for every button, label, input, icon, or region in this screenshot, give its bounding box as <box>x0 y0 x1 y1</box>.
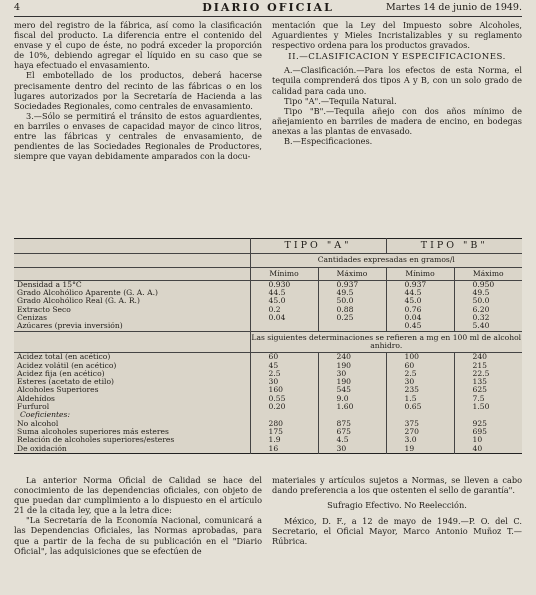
tipo-a-max: 545 <box>318 386 386 394</box>
tipo-a-min: 280 <box>250 420 318 428</box>
row-label: Densidad a 15°C <box>14 280 250 289</box>
tipo-a-max: 0.25 <box>318 314 386 322</box>
tipo-b-max: 6.20 <box>454 306 522 314</box>
tipo-a-min: 0.930 <box>250 280 318 289</box>
tipo-a-max: 675 <box>318 428 386 436</box>
row-label: Suma alcoholes superiores más esteres <box>17 426 169 436</box>
table-row <box>14 386 522 394</box>
paragraph: 3.—Sólo se permitirá el tránsito de estos aguardientes, en barriles o envases de capacidad mayor de cinco litros, entre las fábricas y centrales de envasamiento, de pendientes de las Sociedades Regionales de Productores, siempre que vayan debidamente amparados con la docu- <box>14 110 262 162</box>
table-row <box>14 403 522 411</box>
tipo-b-max: 0.32 <box>454 314 522 322</box>
tipo-b-min: 235 <box>386 386 454 394</box>
tipo-a-min: 0.55 <box>250 395 318 403</box>
table-spacer <box>250 411 318 419</box>
specifications-table <box>14 238 522 454</box>
table-row <box>14 297 522 305</box>
tipo-b-min: 44.5 <box>386 289 454 297</box>
tipo-b-min: 1.5 <box>386 395 454 403</box>
tipo-b-min: 3.0 <box>386 436 454 444</box>
right-column-top <box>272 20 522 146</box>
row-label: Esteres (acetato de etilo) <box>17 377 114 387</box>
table-section-2 <box>14 353 522 412</box>
row-label: Alcoholes Superiores <box>17 385 99 395</box>
tipo-a-max: 9.0 <box>318 395 386 403</box>
tipo-b-max: 49.5 <box>454 289 522 297</box>
tipo-b-min: 45.0 <box>386 297 454 305</box>
table-row <box>14 306 522 314</box>
newspaper-title: DIARIO OFICIAL <box>202 1 334 14</box>
row-label: De oxidación <box>17 443 67 453</box>
paragraph: materiales y artículos sujetos a Normas, se lleven a cabo dando preferencia a los que ostenten el sello de garantía". <box>272 475 522 496</box>
col-min-b: Mínimo <box>386 267 454 280</box>
page-number: 4 <box>14 2 21 13</box>
tipo-a-min: 160 <box>250 386 318 394</box>
tipo-a-min: 175 <box>250 428 318 436</box>
row-label: Grado Alcohólico Real (G. A. R.) <box>17 296 140 306</box>
table-section-3 <box>14 420 522 454</box>
col-min-a: Mínimo <box>250 267 318 280</box>
table-row <box>14 395 522 403</box>
tipo-b-min: 0.76 <box>386 306 454 314</box>
tipo-a-max: 49.5 <box>318 289 386 297</box>
tipo-a-min: 16 <box>250 445 318 454</box>
units-caption-2: Las siguientes determinaciones se refieren a mg en 100 ml de alcohol anhidro. <box>250 331 522 353</box>
tipo-a-max: 30 <box>318 370 386 378</box>
tipo-b-max: 625 <box>454 386 522 394</box>
tipo-a-max: 190 <box>318 378 386 386</box>
paragraph: B.—Especificaciones. <box>284 136 373 147</box>
tipo-a-max: 1.60 <box>318 403 386 411</box>
tipo-a-min: 2.5 <box>250 370 318 378</box>
tipo-b-max: 925 <box>454 420 522 428</box>
tipo-b-max: 695 <box>454 428 522 436</box>
tipo-b-min: 0.45 <box>386 322 454 331</box>
col-max-b: Máximo <box>454 267 522 280</box>
right-column-bottom <box>272 475 522 547</box>
table-spacer <box>454 411 522 419</box>
paragraph: El embotellado de los productos, deberá hacerse precisamente dentro del recinto de las fábricas o en los lugares autorizados por la Secretaría de Hacienda a las Sociedades Regionales, como centrales de envasamiento. <box>14 70 262 111</box>
tipo-a-max: 0.937 <box>318 280 386 289</box>
paragraph: La anterior Norma Oficial de Calidad se hace del conocimiento de las dependencias oficiales, con objeto de que puedan dar cumplimiento a lo dispuesto en el artículo 21 de la citada ley, que a la letra dice: <box>14 475 262 516</box>
paragraph: mentación que la Ley del Impuesto sobre Alcoholes, Aguardientes y Mieles Incristalizables y su reglamento respectivo ordena para los productos gravados. <box>272 20 522 51</box>
tipo-b-max: 50.0 <box>454 297 522 305</box>
row-label: Furfurol <box>17 402 50 412</box>
tipo-b-max: 10 <box>454 436 522 444</box>
units-caption: Cantidades expresadas en gramos/l <box>250 254 522 267</box>
row-label: Acidez total (en acético) <box>14 353 250 362</box>
tipo-a-header: TIPO "A" <box>250 239 386 254</box>
tipo-a-min: 45 <box>250 362 318 370</box>
tipo-a-min <box>250 322 318 331</box>
tipo-a-max: 30 <box>318 445 386 454</box>
table-spacer <box>14 267 250 280</box>
tipo-b-max: 22.5 <box>454 370 522 378</box>
row-label: Cenizas <box>17 313 48 323</box>
tipo-b-min: 375 <box>386 420 454 428</box>
paragraph: mero del registro de la fábrica, así como la clasificación fiscal del producto. La diferencia entre el contenido del envase y el cupo de éste, no podrá exceder la proporción de 10%, debiendo agregar el líquido en su caso que se haya efectuado el envasamiento. <box>14 20 262 71</box>
table-section-1 <box>14 280 522 331</box>
table-spacer <box>386 411 454 419</box>
tipo-a-min: 30 <box>250 378 318 386</box>
tipo-a-min: 0.20 <box>250 403 318 411</box>
row-label: Relación de alcoholes superiores/esteres <box>17 435 175 445</box>
paragraph: A.—Clasificación.—Para los efectos de esta Norma, el tequila comprenderá dos tipos A y B, con un solo grado de calidad para cada uno. <box>272 65 522 96</box>
tipo-b-max: 240 <box>454 353 522 362</box>
table-row <box>14 445 522 454</box>
signature-paragraph: México, D. F., a 12 de mayo de 1949.—P. O. del C. Secretario, el Oficial Mayor, Marco Antonio Muñoz T.—Rúbrica. <box>272 516 522 547</box>
tipo-b-min: 60 <box>386 362 454 370</box>
tipo-a-max: 0.88 <box>318 306 386 314</box>
tipo-a-max: 875 <box>318 420 386 428</box>
tipo-b-min: 0.65 <box>386 403 454 411</box>
col-max-a: Máximo <box>318 267 386 280</box>
tipo-a-min: 44.5 <box>250 289 318 297</box>
tipo-b-max: 40 <box>454 445 522 454</box>
tipo-a-min: 1.9 <box>250 436 318 444</box>
tipo-b-min: 270 <box>386 428 454 436</box>
tipo-b-max: 0.950 <box>454 280 522 289</box>
coeficientes-label: Coeficientes: <box>20 410 71 420</box>
paragraph: Tipo "B".—Tequila añejo con dos años mínimo de añejamiento en barriles de madera de encino, en bodegas anexas a las plantas de envasado. <box>272 105 522 136</box>
tipo-a-min: 60 <box>250 353 318 362</box>
tipo-b-max: 135 <box>454 378 522 386</box>
tipo-a-max: 190 <box>318 362 386 370</box>
tipo-b-min: 2.5 <box>386 370 454 378</box>
tipo-b-min: 0.04 <box>386 314 454 322</box>
left-column-bottom <box>14 475 262 556</box>
section-heading: II.—CLASIFICACION Y ESPECIFICACIONES. <box>288 52 506 63</box>
tipo-a-max <box>318 322 386 331</box>
row-label: Acidez volátil (en acético) <box>17 360 117 370</box>
tipo-a-max: 50.0 <box>318 297 386 305</box>
tipo-a-max: 240 <box>318 353 386 362</box>
table-spacer <box>14 254 250 267</box>
tipo-b-max: 1.50 <box>454 403 522 411</box>
table-spacer <box>14 331 250 353</box>
row-label: Azúcares (previa inversión) <box>17 321 123 331</box>
issue-date: Martes 14 de junio de 1949. <box>386 2 522 13</box>
motto: Sufragio Efectivo. No Reelección. <box>327 500 467 511</box>
paragraph: "La Secretaría de la Economía Nacional, comunicará a las Dependencias Oficiales, las Normas aprobadas, para que a partir de la fecha de su publicación en el "Diario Oficial", las adquisiciones que se efectúen de <box>14 515 262 556</box>
left-column-top <box>14 20 262 161</box>
tipo-b-max: 215 <box>454 362 522 370</box>
tipo-b-min: 100 <box>386 353 454 362</box>
tipo-b-min: 30 <box>386 378 454 386</box>
tipo-a-min: 0.2 <box>250 306 318 314</box>
tipo-b-header: TIPO "B" <box>386 239 522 254</box>
tipo-b-max: 7.5 <box>454 395 522 403</box>
row-label: No alcohol <box>17 418 59 428</box>
row-label: Aldehídos <box>17 393 55 403</box>
paragraph: Tipo "A".—Tequila Natural. <box>284 95 397 106</box>
tipo-b-min: 19 <box>386 445 454 454</box>
row-label: Grado Alcohólico Aparente (G. A. A.) <box>17 288 158 298</box>
row-label: Acidez fija (en acético) <box>17 368 105 378</box>
table-row <box>14 322 522 331</box>
tipo-b-min: 0.937 <box>386 280 454 289</box>
tipo-a-max: 4.5 <box>318 436 386 444</box>
table-row <box>14 436 522 444</box>
table-spacer <box>318 411 386 419</box>
row-label: Extracto Seco <box>17 304 71 314</box>
tipo-a-min: 0.04 <box>250 314 318 322</box>
page-header <box>14 2 522 17</box>
tipo-a-min: 45.0 <box>250 297 318 305</box>
table-corner <box>14 239 250 254</box>
tipo-b-max: 5.40 <box>454 322 522 331</box>
